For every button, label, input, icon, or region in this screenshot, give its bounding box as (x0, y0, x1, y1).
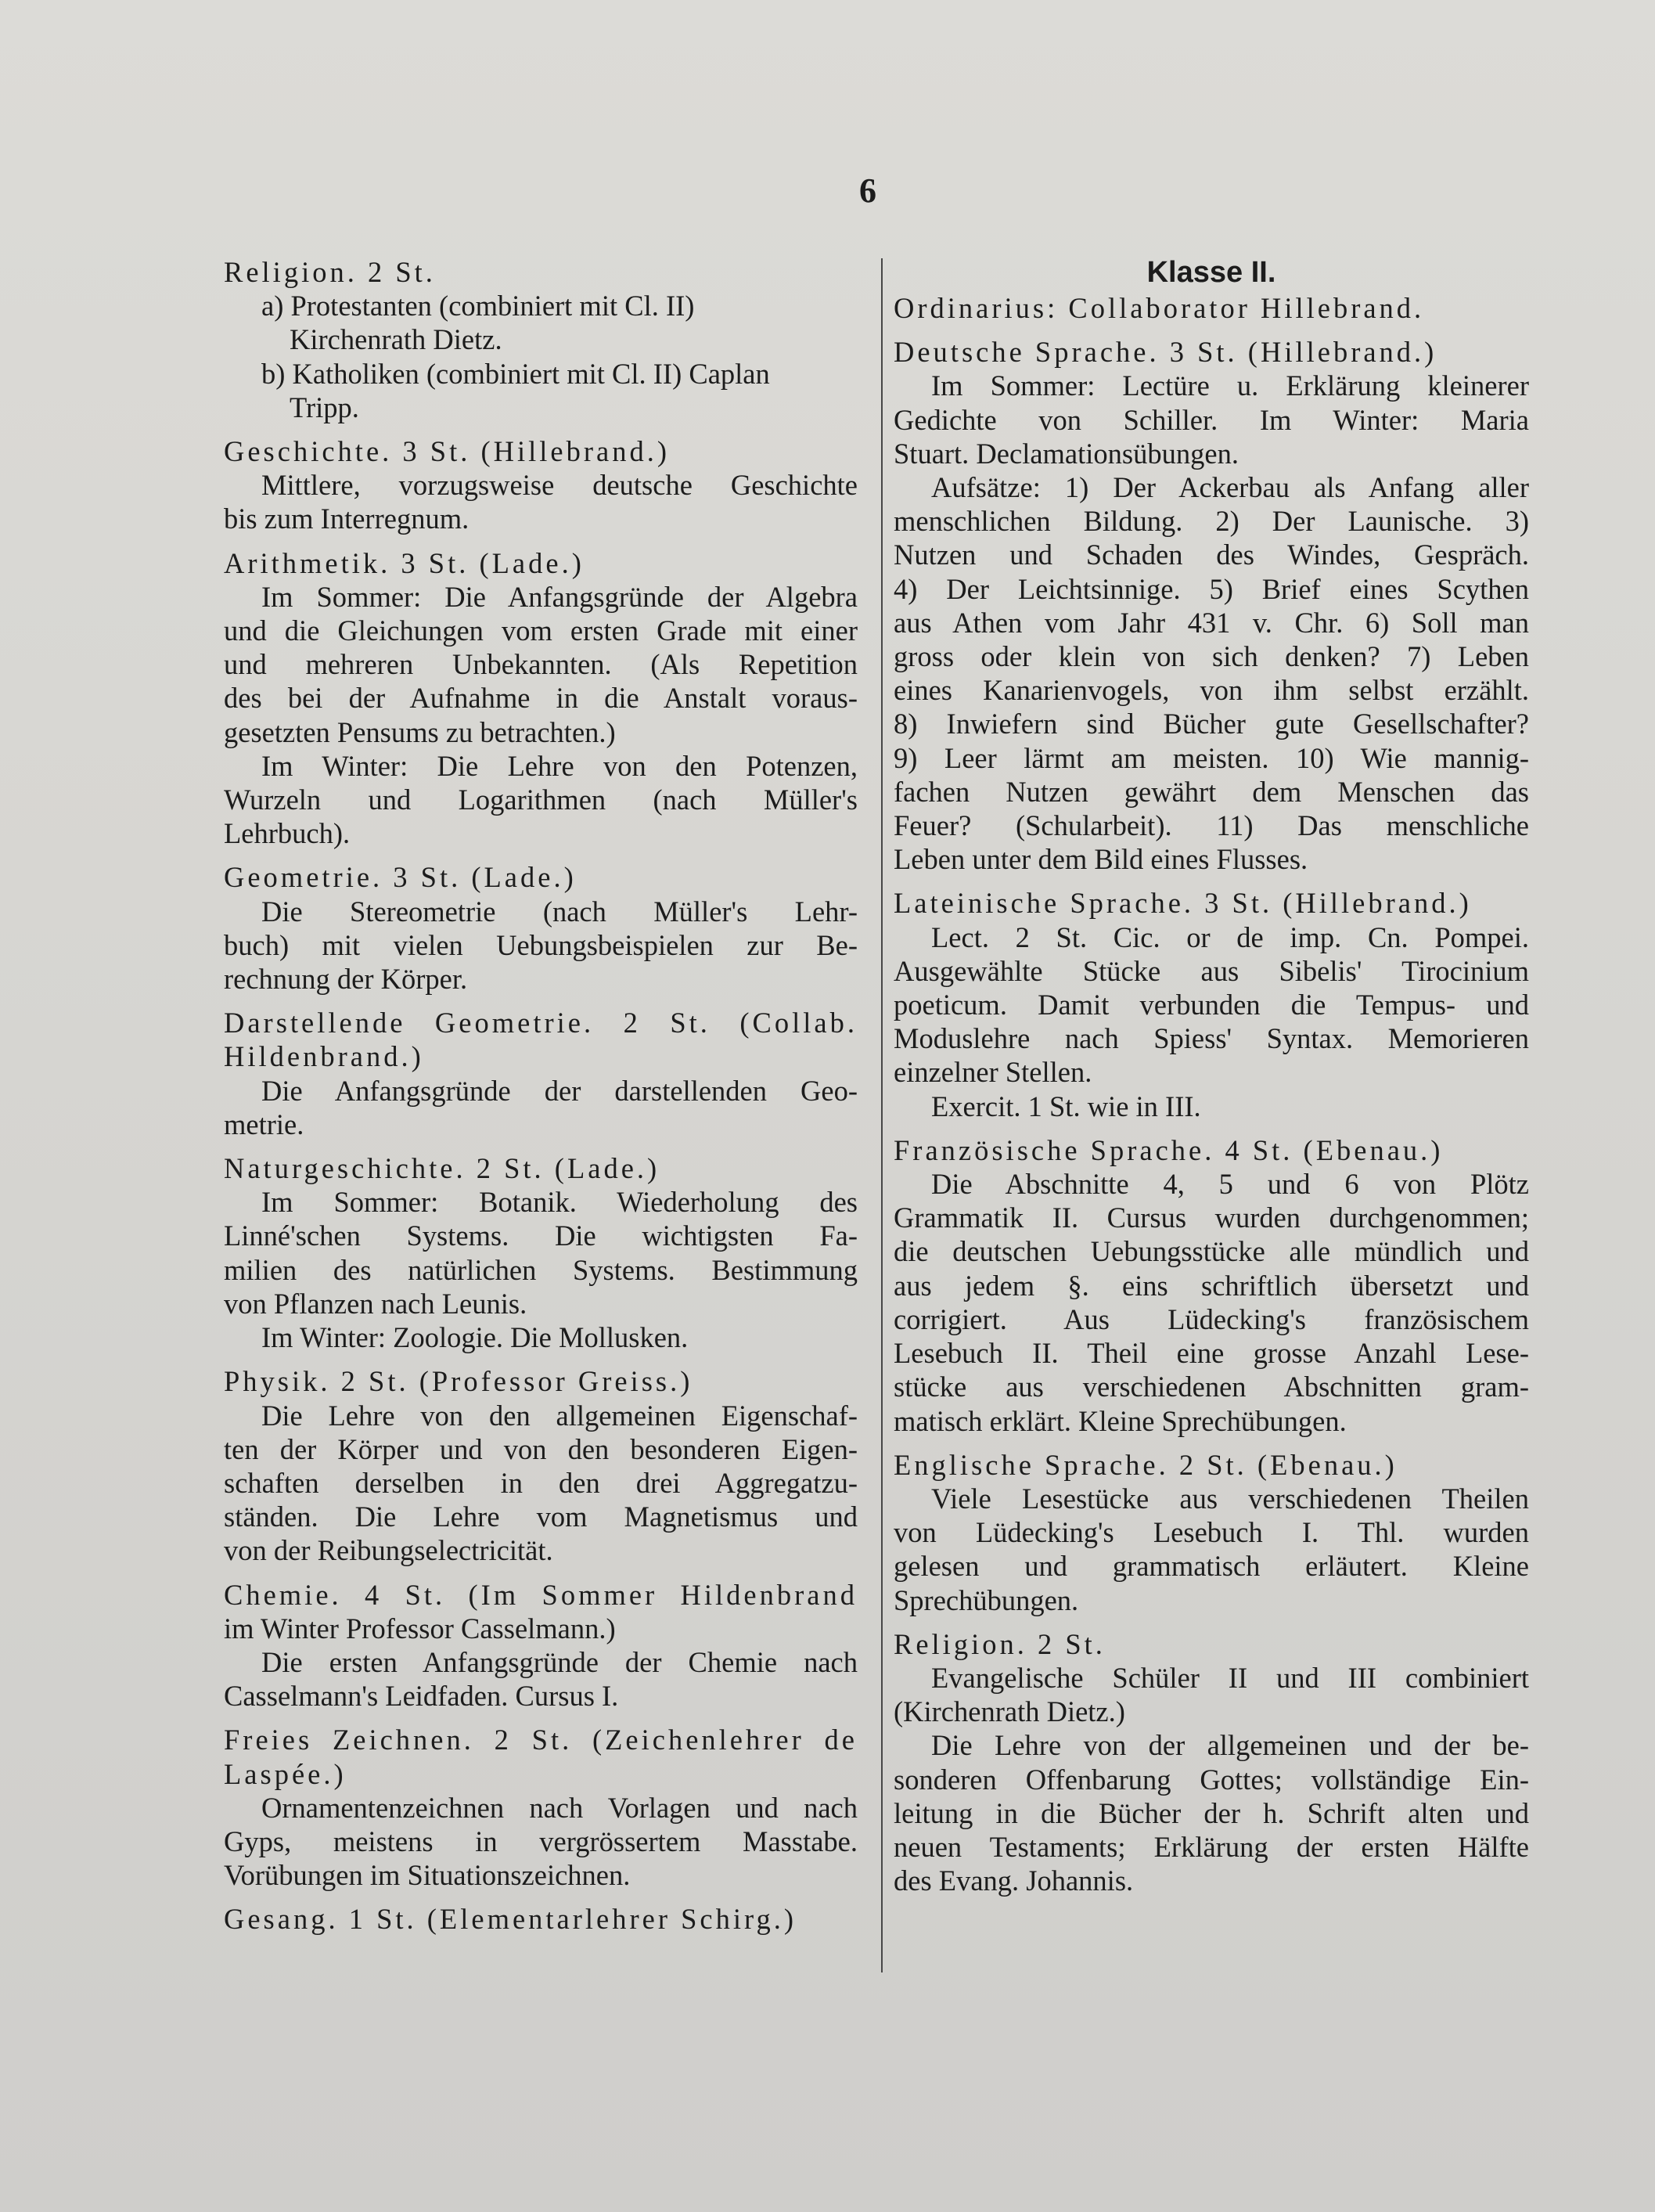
section (224, 1723, 858, 1892)
text-line: a) Protestanten (combiniert mit Cl. II) (261, 290, 695, 322)
section (894, 291, 1529, 325)
section-heading: Naturgeschichte. 2 St. (Lade.) (224, 1152, 660, 1185)
text-line: Ausgewählte Stücke aus Sibelis' Tirocinium (894, 954, 1529, 987)
class-heading: Klasse II. (1146, 256, 1276, 289)
text-line: des Evang. Johannis. (894, 1864, 1134, 1897)
text-line: Stuart. Declamationsübungen. (894, 437, 1239, 470)
text-line: von der Reibungselectricität. (224, 1534, 553, 1567)
text-line: Linné'schen Systems. Die wichtigsten Fa- (224, 1219, 858, 1252)
text-line: Viele Lesestücke aus verschiedenen Theilen (931, 1482, 1529, 1515)
text-line: poeticum. Damit verbunden die Tempus- und (894, 989, 1529, 1021)
text-line: Lect. 2 St. Cic. or de imp. Cn. Pompei. (931, 920, 1529, 953)
text-line: eines Kanarienvogels, von ihm selbst erzählt. (894, 674, 1529, 707)
right-column (894, 255, 1529, 1908)
text-line: bis zum Interregnum. (224, 503, 470, 535)
text-line: Die Abschnitte 4, 5 und 6 von Plötz (931, 1168, 1529, 1201)
text-line: 8) Inwiefern sind Bücher gute Gesellschafter? (894, 708, 1529, 740)
text-line: matisch erklärt. Kleine Sprechübungen. (894, 1404, 1347, 1437)
text-line: Nutzen und Schaden des Windes, Gespräch. (894, 539, 1529, 571)
text-line: Feuer? (Schularbeit). 11) Das menschliche (894, 809, 1529, 842)
text-line: Hildenbrand.) (224, 1040, 424, 1073)
text-line: Grammatik II. Cursus wurden durchgenommen; (894, 1201, 1529, 1234)
text-line: 4) Der Leichtsinnige. 5) Brief eines Scythen (894, 572, 1529, 605)
text-line: Casselmann's Leidfaden. Cursus I. (224, 1680, 619, 1713)
text-line: aus jedem §. eins schriftlich übersetzt und (894, 1269, 1529, 1302)
section-heading: Lateinische Sprache. 3 St. (Hillebrand.) (894, 887, 1472, 920)
text-line: metrie. (224, 1108, 304, 1140)
text-line: fachen Nutzen gewährt dem Menschen das (894, 775, 1529, 808)
page-number: 6 (859, 171, 876, 210)
text-line: einzelner Stellen. (894, 1056, 1092, 1089)
text-line: milien des natürlichen Systems. Bestimmung (224, 1253, 858, 1286)
text-line: Lehrbuch). (224, 817, 351, 850)
section (224, 1364, 858, 1567)
text-line: 9) Leer lärmt am meisten. 10) Wie mannig- (894, 741, 1529, 774)
section-heading: Ordinarius: Collaborator Hillebrand. (894, 292, 1425, 324)
text-line: schaften derselben in den drei Aggregatzu- (224, 1466, 858, 1499)
section (224, 1006, 858, 1141)
text-line: gelesen und grammatisch erläutert. Kleine (894, 1550, 1529, 1583)
section (224, 1151, 858, 1354)
section-heading: Religion. 2 St. (894, 1627, 1106, 1660)
section (224, 860, 858, 996)
text-line: die deutschen Uebungsstücke alle mündlich und (894, 1235, 1529, 1268)
text-line: im Winter Professor Casselmann.) (224, 1612, 616, 1645)
text-line: ständen. Die Lehre vom Magnetismus und (224, 1500, 858, 1533)
section (894, 886, 1529, 1122)
text-line: menschlichen Bildung. 2) Der Launische. 3) (894, 505, 1529, 538)
text-line: Im Sommer: Lectüre u. Erklärung kleinerer (931, 369, 1529, 402)
section-heading: Englische Sprache. 2 St. (Ebenau.) (894, 1448, 1398, 1481)
section-heading: Französische Sprache. 4 St. (Ebenau.) (894, 1133, 1444, 1166)
section-heading: Physik. 2 St. (Professor Greiss.) (224, 1365, 693, 1398)
text-line: Ornamentenzeichnen nach Vorlagen und nach (261, 1791, 858, 1824)
text-line: gesetzten Pensums zu betrachten.) (224, 715, 616, 748)
text-line: Sprechübungen. (894, 1583, 1079, 1616)
text-line: rechnung der Körper. (224, 963, 468, 996)
text-line: Vorübungen im Situationszeichnen. (224, 1859, 631, 1892)
text-line: Die Anfangsgründe der darstellenden Geo- (261, 1074, 858, 1107)
text-line: von Pflanzen nach Leunis. (224, 1287, 527, 1320)
text-line: stücke aus verschiedenen Abschnitten gram- (894, 1371, 1529, 1403)
text-line: Aufsätze: 1) Der Ackerbau als Anfang aller (931, 471, 1529, 504)
section (224, 1578, 858, 1713)
column-divider (881, 258, 883, 1972)
section-heading: Gesang. 1 St. (Elementarlehrer Schirg.) (224, 1903, 797, 1936)
text-line: Evangelische Schüler II und III combiniert (931, 1661, 1529, 1694)
left-column (224, 255, 858, 1947)
text-line: neuen Testaments; Erklärung der ersten Hälfte (894, 1830, 1529, 1863)
section-heading: Arithmetik. 3 St. (Lade.) (224, 546, 585, 579)
text-line: Gyps, meistens in vergrössertem Masstabe. (224, 1825, 858, 1857)
text-line: Die Lehre von der allgemeinen und der be- (931, 1729, 1529, 1762)
right-column-body (894, 291, 1529, 1897)
section (894, 1133, 1529, 1438)
text-line: und die Gleichungen vom ersten Grade mit einer (224, 614, 858, 647)
section (224, 434, 858, 536)
section (224, 1902, 858, 1936)
text-line: Laspée.) (224, 1757, 347, 1790)
section-heading: Freies Zeichnen. 2 St. (Zeichenlehrer de (224, 1724, 858, 1756)
text-line: Im Winter: Die Lehre von den Potenzen, (261, 749, 858, 782)
section-heading: Geschichte. 3 St. (Hillebrand.) (224, 435, 670, 468)
section (894, 335, 1529, 876)
section-heading: Deutsche Sprache. 3 St. (Hillebrand.) (894, 336, 1437, 369)
section (224, 255, 858, 424)
text-line: buch) mit vielen Uebungsbeispielen zur Be- (224, 928, 858, 961)
text-line: aus Athen vom Jahr 431 v. Chr. 6) Soll man (894, 606, 1529, 639)
text-line: Gedichte von Schiller. Im Winter: Maria (894, 403, 1529, 436)
section (224, 546, 858, 851)
text-line: sonderen Offenbarung Gottes; vollständige Ein- (894, 1763, 1529, 1796)
text-line: leitung in die Bücher der h. Schrift alten und (894, 1796, 1529, 1829)
text-line: gross oder klein von sich denken? 7) Leben (894, 640, 1529, 673)
section (894, 1448, 1529, 1617)
text-line: Lesebuch II. Theil eine grosse Anzahl Lese- (894, 1337, 1529, 1370)
text-line: Im Winter: Zoologie. Die Mollusken. (261, 1321, 689, 1354)
text-line: ten der Körper und von den besonderen Eigen- (224, 1432, 858, 1465)
text-line: und mehreren Unbekannten. (Als Repetition (224, 648, 858, 681)
text-line: Im Sommer: Die Anfangsgründe der Algebra (261, 580, 858, 613)
section-heading: Geometrie. 3 St. (Lade.) (224, 861, 577, 894)
text-line: von Lüdecking's Lesebuch I. Thl. wurden (894, 1516, 1529, 1549)
text-line: Tripp. (290, 391, 359, 423)
section-heading: Chemie. 4 St. (Im Sommer Hildenbrand (224, 1578, 858, 1611)
section-heading: Religion. 2 St. (224, 256, 436, 288)
text-line: Moduslehre nach Spiess' Syntax. Memorieren (894, 1022, 1529, 1055)
text-line: Mittlere, vorzugsweise deutsche Geschichte (261, 469, 858, 502)
section-heading: Darstellende Geometrie. 2 St. (Collab. (224, 1007, 858, 1039)
text-line: Die ersten Anfangsgründe der Chemie nach (261, 1645, 858, 1678)
text-line: Wurzeln und Logarithmen (nach Müller's (224, 784, 858, 816)
text-line: Exercit. 1 St. wie in III. (931, 1090, 1201, 1122)
section (894, 1627, 1529, 1898)
text-line: Im Sommer: Botanik. Wiederholung des (261, 1186, 858, 1219)
text-line: (Kirchenrath Dietz.) (894, 1695, 1125, 1728)
text-line: b) Katholiken (combiniert mit Cl. II) Caplan (261, 357, 770, 390)
text-line: corrigiert. Aus Lüdecking's französischem (894, 1302, 1529, 1335)
text-line: des bei der Aufnahme in die Anstalt voraus- (224, 682, 858, 715)
text-line: Kirchenrath Dietz. (290, 323, 502, 356)
text-line: Die Stereometrie (nach Müller's Lehr- (261, 895, 858, 928)
text-line: Leben unter dem Bild eines Flusses. (894, 843, 1308, 876)
text-line: Die Lehre von den allgemeinen Eigenschaf- (261, 1399, 858, 1432)
